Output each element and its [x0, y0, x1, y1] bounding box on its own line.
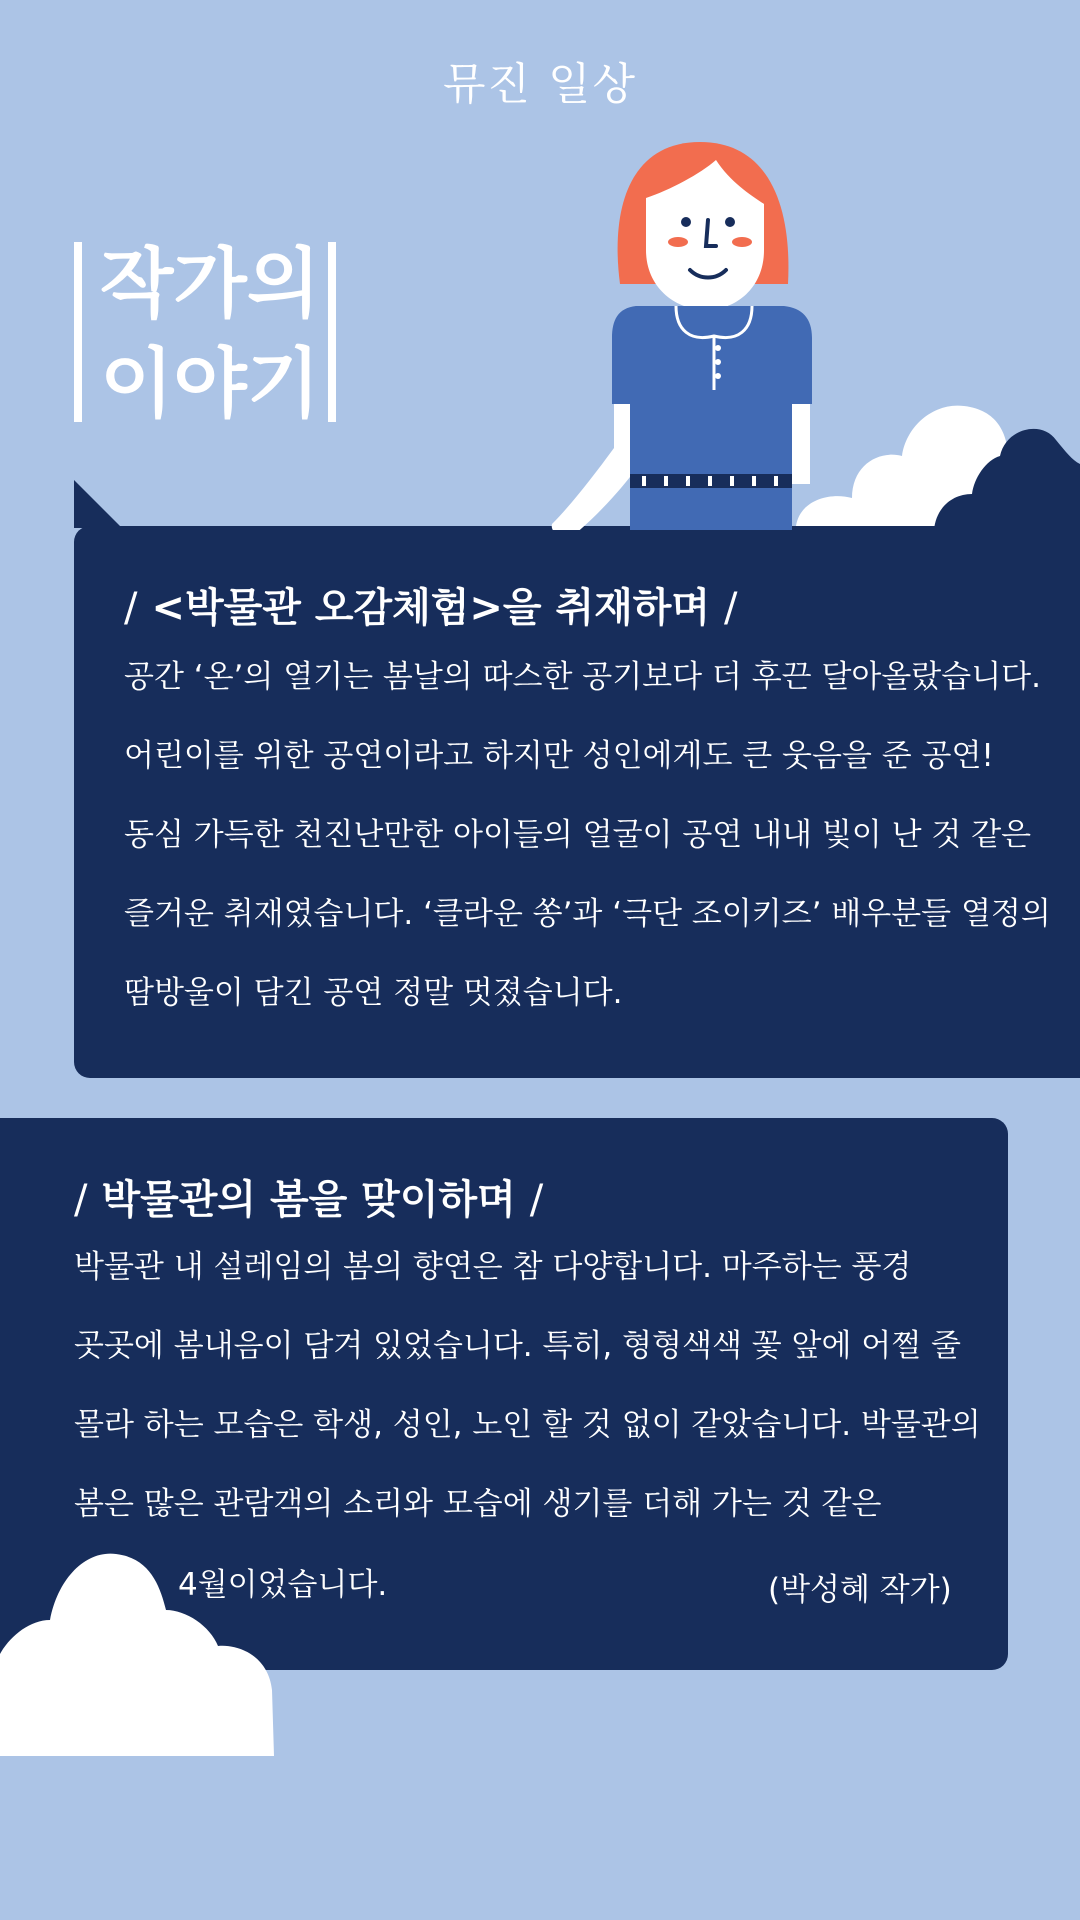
- section1-line-4: 즐거운 취재였습니다. ‘클라운 쏭’과 ‘극단 조이키즈’ 배우분들 열정의: [124, 896, 1051, 932]
- woman-illustration: [530, 138, 830, 530]
- section2-line-5: 4월이었습니다.: [178, 1567, 388, 1603]
- section1-heading: / <박물관 오감체험>을 취재하며 /: [124, 585, 738, 631]
- story-panel-1: [74, 526, 1080, 1078]
- author-credit: (박성혜 작가): [768, 1572, 952, 1608]
- section1-line-3: 동심 가득한 천진난만한 아이들의 얼굴이 공연 내내 빛이 난 것 같은: [124, 817, 1032, 853]
- title-line-2: 이야기: [100, 339, 321, 428]
- section1-line-1: 공간 ‘온’의 열기는 봄날의 따스한 공기보다 더 후끈 달아올랐습니다.: [124, 659, 1041, 695]
- section2-line-1: 박물관 내 설레임의 봄의 향연은 참 다양합니다. 마주하는 풍경: [74, 1249, 912, 1285]
- section2-heading: / 박물관의 봄을 맞이하며 /: [74, 1177, 544, 1223]
- page-header-label: 뮤진 일상: [442, 59, 637, 110]
- speech-notch: [74, 480, 122, 528]
- section1-line-2: 어린이를 위한 공연이라고 하지만 성인에게도 큰 웃음을 준 공연!: [124, 738, 994, 774]
- section2-line-3: 몰라 하는 모습은 학생, 성인, 노인 할 것 없이 같았습니다. 박물관의: [74, 1407, 981, 1443]
- section2-line-2: 곳곳에 봄내음이 담겨 있었습니다. 특히, 형형색색 꽃 앞에 어쩔 줄: [74, 1328, 961, 1364]
- section1-line-5: 땀방울이 담긴 공연 정말 멋졌습니다.: [124, 975, 623, 1011]
- section2-line-4: 봄은 많은 관람객의 소리와 모습에 생기를 더해 가는 것 같은: [74, 1486, 882, 1522]
- title-block: [74, 239, 336, 428]
- section1-heading-text: <박물관 오감체험>을 취재하며: [151, 585, 711, 631]
- title-line-1: 작가의: [100, 239, 321, 328]
- section2-heading-text: 박물관의 봄을 맞이하며: [101, 1177, 516, 1223]
- hill-icon: [930, 420, 1080, 540]
